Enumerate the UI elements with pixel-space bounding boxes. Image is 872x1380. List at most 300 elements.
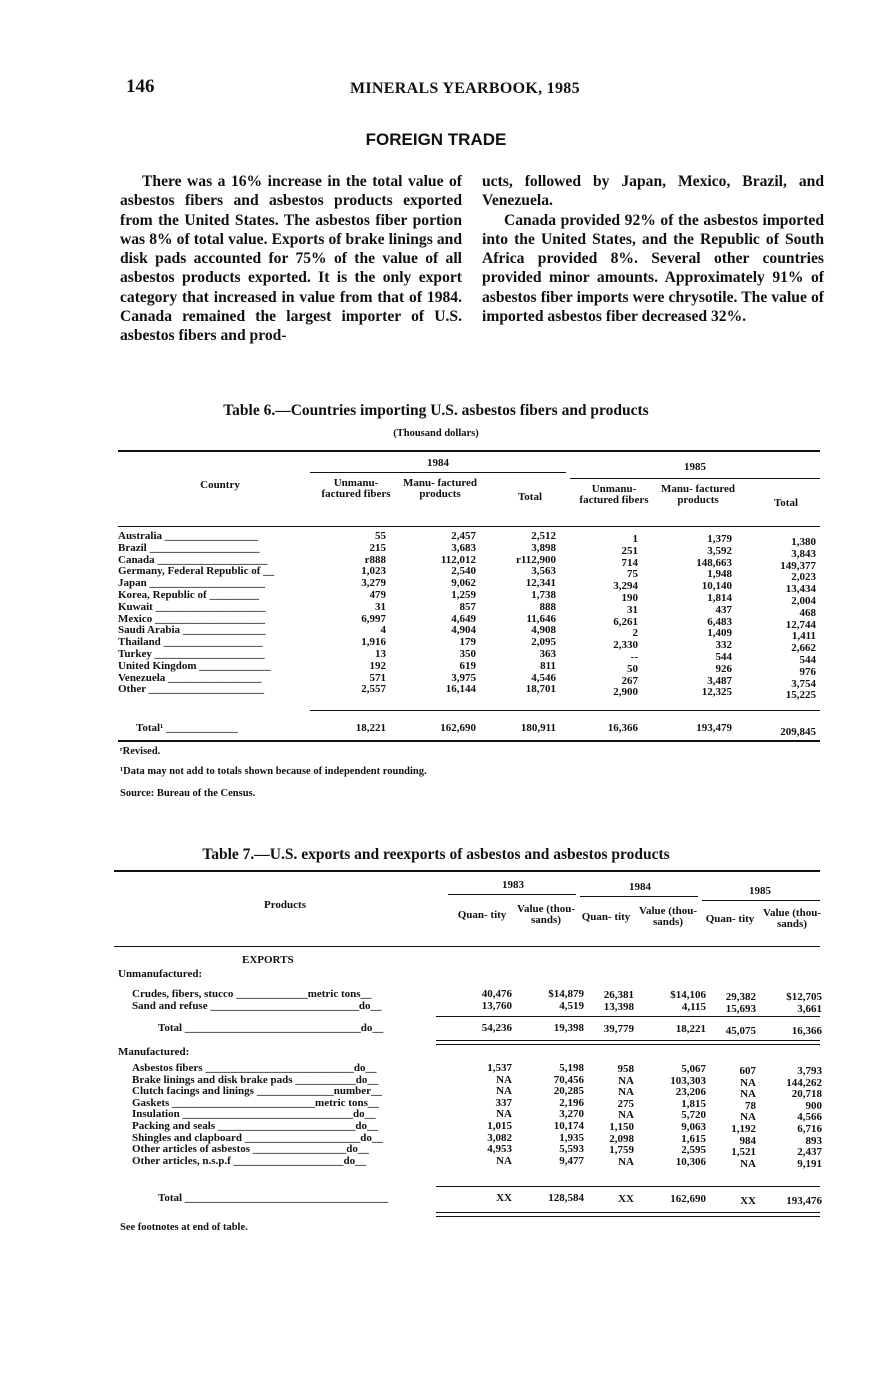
table6-year-1984: 1984	[427, 457, 449, 469]
table7-cell: NA	[740, 1158, 756, 1170]
table7-unit: do	[353, 1062, 366, 1074]
table7-product-name: Other articles of asbestos	[132, 1143, 251, 1155]
table7-row	[118, 1132, 822, 1147]
table7-title: Table 7.—U.S. exports and reexports of asbestos and asbestos products	[202, 846, 670, 863]
table7-total-rule	[436, 1186, 820, 1187]
table7-cell: 18,221	[675, 1023, 706, 1035]
table7-product-name: Total	[158, 1022, 183, 1034]
table7-footnote: See footnotes at end of table.	[120, 1222, 248, 1233]
table6-cell: 544	[715, 651, 732, 663]
table6-country-name: Saudi Arabia	[118, 624, 181, 637]
table6-country-name: Brazil	[118, 541, 147, 554]
table6-cell: 926	[715, 662, 732, 675]
table6-cell: 3,975	[451, 671, 476, 684]
table6-leader-dots: _________________	[162, 530, 259, 542]
table6-leader-dots: ____________________	[151, 648, 265, 660]
table6-cell: 6,261	[613, 615, 638, 628]
table7-cell: NA	[618, 1075, 634, 1087]
table6-country-name: Japan	[118, 577, 147, 590]
table7-cell: 1,537	[487, 1062, 512, 1074]
table7-cell: 4,115	[681, 1000, 706, 1013]
table7-cell: 20,285	[553, 1085, 584, 1097]
table6-country-cell	[118, 589, 259, 601]
table6-cell: 3,683	[451, 541, 476, 554]
table6-country-name: Germany, Federal Republic of	[118, 565, 261, 578]
table7-cell: 144,262	[786, 1077, 822, 1089]
table7-row	[118, 1062, 822, 1077]
table7-cell: 13,760	[481, 999, 512, 1012]
table6-country-cell	[118, 613, 265, 625]
table7-unit: do	[343, 1155, 356, 1167]
table7-cell: 275	[617, 1098, 634, 1110]
table7-cell: 5,198	[559, 1062, 584, 1074]
table7-cell: NA	[496, 1108, 512, 1120]
table7-cell: 1,150	[609, 1121, 634, 1133]
table6-country-name: Other	[118, 683, 146, 696]
table6-total-label: Total¹ _____________	[136, 722, 238, 734]
table7-col-quantity: Quan- tity	[457, 909, 507, 921]
table7-cell: 5,593	[559, 1143, 584, 1155]
table7-cell: 9,191	[797, 1158, 822, 1170]
table7-cell: 2,595	[681, 1144, 706, 1156]
table6-cell: 18,701	[525, 683, 556, 696]
table6-total-rule	[310, 710, 820, 711]
table7-unit: number	[333, 1085, 371, 1097]
table6-footnote-1: ¹Data may not add to totals shown because of independent rounding.	[120, 766, 427, 777]
table7-cell: 20,718	[791, 1088, 822, 1100]
table7-leader-dots: ___________________________	[207, 999, 359, 1012]
table7-exports-heading: EXPORTS	[242, 954, 294, 966]
table6-cell: 75	[627, 568, 638, 581]
table7-product-cell	[158, 1022, 383, 1034]
table6-cell: 15,225	[785, 689, 816, 702]
table7-cell: $14,879	[548, 988, 584, 1000]
table7-unit: do	[355, 1074, 368, 1086]
table7-leader-dots: __________________________	[169, 1097, 316, 1109]
table7-cell: 10,174	[553, 1120, 584, 1132]
table6-total-row	[118, 722, 820, 738]
table7-row	[118, 1097, 822, 1112]
table7-cell: 1,615	[681, 1133, 706, 1145]
table7-subtotal-double-rule	[436, 1044, 820, 1045]
table6-cell: 31	[627, 603, 638, 616]
table7-leader-dots: ____________________	[230, 1155, 344, 1167]
table6-cell: 3,294	[613, 580, 638, 593]
table6-col-manu-1985: Manu- factured products	[660, 483, 736, 506]
table6-col-unmanu-1984: Unmanu- factured fibers	[321, 477, 391, 500]
table7-product-name: Sand and refuse	[132, 999, 208, 1012]
table6-cell: 4,904	[451, 624, 476, 637]
table6-cell: 811	[540, 659, 556, 672]
table7-product-cell	[132, 1108, 376, 1120]
table6-country-header: Country	[200, 479, 240, 491]
table7-product-name: Insulation	[132, 1108, 180, 1120]
table6-cell: 332	[715, 639, 732, 652]
paragraph: There was a 16% increase in the total value of asbestos fibers and asbestos products exported from the United States. The asbestos fiber portion was 8% of total value. Exports of brake linings and disk pads accounted for 75% of the value of all asbestos products exported. It is the only export category that increased in value from that of 1984. Canada remained the largest importer of U.S. asbestos fibers and prod-	[120, 173, 462, 345]
table6-cell: 2,004	[791, 595, 816, 607]
table7-unit: do	[355, 1120, 368, 1132]
table6-cell: 1	[632, 533, 638, 545]
table6-country-name: Canada	[118, 553, 155, 566]
table7-product-name: Asbestos fibers	[132, 1062, 203, 1074]
table7-row	[118, 988, 822, 1003]
table6-country-cell	[118, 554, 267, 566]
table7-cell: 1,521	[731, 1146, 756, 1158]
table6-cell: 31	[375, 600, 386, 613]
table7-cell: 54,236	[481, 1022, 512, 1034]
table6-col-total-1985: Total	[773, 497, 799, 509]
table6-total-cell: 18,221	[355, 722, 386, 734]
table6-leader-dots: _________	[206, 589, 259, 601]
table7-cell: NA	[496, 1074, 512, 1086]
table6-cell: 1,814	[707, 592, 732, 604]
table7-col-value: Value (thou- sands)	[763, 907, 821, 930]
table7-leader-dots: _____________________________________	[182, 1192, 389, 1204]
table7-product-cell	[132, 1085, 382, 1097]
table7-cell: 2,196	[559, 1097, 584, 1109]
table6-cell: 619	[459, 659, 476, 672]
table6-leader-dots: _____________________	[146, 577, 265, 590]
table7-cell: 4,519	[559, 999, 584, 1012]
table7-leader-dots: ________________________________	[182, 1022, 361, 1034]
table6-cell: 4,546	[531, 671, 556, 684]
table6-cell: 215	[369, 541, 386, 554]
table6-country-cell	[118, 601, 266, 613]
table7-cell: 78	[745, 1100, 756, 1112]
table6-leader-dots: __	[260, 565, 275, 578]
table7-leader-dots: _____________________	[242, 1132, 361, 1144]
table6-cell: 3,279	[361, 577, 386, 590]
table6-row	[118, 683, 820, 702]
table6-cell: 16,144	[445, 683, 476, 696]
table6-cell: 13	[375, 648, 386, 660]
table7-cell: NA	[740, 1088, 756, 1100]
table6-cell: 2	[632, 627, 638, 640]
table7-leader-dots: _____________	[233, 988, 308, 1000]
table7-cell: 1,815	[681, 1098, 706, 1110]
table7-product-name: Total	[158, 1192, 183, 1204]
table6-cell: 3,592	[707, 544, 732, 557]
table7-leader-dots: __	[372, 1022, 384, 1034]
table6-cell: 1,916	[361, 636, 386, 649]
table7-cell: 5,067	[681, 1063, 706, 1075]
table7-cell: 6,716	[797, 1123, 822, 1135]
table7-cell: XX	[496, 1192, 512, 1204]
table7-cell: 162,690	[670, 1193, 706, 1205]
table7-cell: 193,476	[786, 1195, 822, 1207]
table6-country-cell	[118, 672, 262, 684]
table7-1984-rule	[580, 896, 698, 897]
table6-year-1985: 1985	[684, 461, 706, 473]
table7-cell: 128,584	[548, 1192, 584, 1204]
table7-leader-dots: __	[360, 988, 372, 1000]
table7-leader-dots: _________________________	[215, 1120, 356, 1132]
table7-product-name: Crudes, fibers, stucco	[132, 988, 234, 1000]
table6-leader-dots: ____________________	[152, 612, 265, 625]
table6-cell: 2,900	[613, 686, 638, 699]
table7-cell: 5,720	[681, 1109, 706, 1121]
table7-product-name: Gaskets	[132, 1097, 170, 1109]
table7-cell: NA	[618, 1086, 634, 1098]
table7-cell: 10,306	[675, 1156, 706, 1168]
table7-subtotal-rule	[436, 1016, 820, 1017]
table7-cell: 1,192	[731, 1123, 756, 1135]
table7-leader-dots: _________________	[250, 1143, 347, 1155]
table6-cell: 6,483	[707, 615, 732, 628]
table7-cell: 13,398	[603, 1000, 634, 1013]
table7-cell: NA	[496, 1085, 512, 1097]
table6-cell: 1,948	[707, 568, 732, 581]
table7-cell: 29,382	[725, 991, 756, 1003]
table7-product-cell	[132, 1120, 378, 1132]
table7-row	[118, 1155, 822, 1170]
table7-leader-dots: __	[371, 1132, 383, 1144]
table7-cell: 958	[617, 1063, 634, 1075]
table7-product-name: Clutch facings and linings	[132, 1085, 254, 1097]
table6-cell: 2,095	[531, 636, 556, 649]
table7-row	[118, 1074, 822, 1089]
table6-cell: 149,377	[780, 559, 816, 572]
table6-leader-dots: _____________	[196, 659, 271, 672]
table7-cell: 1,015	[487, 1120, 512, 1132]
table6-cell: 192	[369, 659, 386, 672]
table6-cell: 2,557	[361, 683, 386, 696]
table6-cell: 12,341	[525, 577, 556, 590]
table7-unit: metric tons	[315, 1097, 368, 1109]
table7-col-value: Value (thou- sands)	[517, 903, 575, 926]
table6-cell: 976	[799, 665, 816, 678]
table6-cell: 9,062	[451, 577, 476, 590]
table6-cell: 888	[539, 600, 556, 613]
table7-cell: 70,456	[553, 1074, 584, 1086]
body-column-left	[120, 172, 462, 346]
table6-bottom-rule	[118, 740, 820, 742]
table7-leader-dots: __	[357, 1143, 369, 1155]
table6-1985-rule	[570, 478, 820, 479]
table6-cell: 55	[375, 530, 386, 542]
table6-country-cell	[118, 636, 263, 648]
table7-product-name: Other articles, n.s.p.f	[132, 1155, 231, 1167]
section-title: FOREIGN TRADE	[365, 130, 507, 149]
table6-cell: 857	[459, 600, 476, 613]
table6-cell: 1,738	[531, 589, 556, 601]
table7-leader-dots: ___________	[292, 1074, 356, 1086]
table7-col-value: Value (thou- sands)	[639, 905, 697, 928]
table6-cell: 50	[627, 662, 638, 675]
table7-cell: 26,381	[603, 989, 634, 1001]
table6-title: Table 6.—Countries importing U.S. asbestos fibers and products	[223, 402, 649, 419]
table6-leader-dots: _____________________	[145, 683, 265, 696]
table7-cell: 4,566	[797, 1111, 822, 1123]
table6-leader-dots: _______________	[180, 624, 266, 637]
running-header: MINERALS YEARBOOK, 1985	[350, 80, 580, 97]
table7-cell: NA	[740, 1111, 756, 1123]
table7-total-double-rule	[436, 1212, 820, 1213]
table7-leader-dots: __	[367, 1097, 379, 1109]
table7-col-quantity: Quan- tity	[705, 913, 755, 925]
table7-year-1985: 1985	[749, 885, 771, 897]
table6-cell: 2,330	[613, 639, 638, 652]
table6-cell: 3,843	[791, 547, 816, 560]
table6-cell: 190	[621, 592, 638, 604]
table6-header-rule	[118, 526, 820, 527]
table6-cell: r112,900	[515, 553, 556, 566]
table6-country-cell	[118, 648, 265, 660]
table7-cell: 9,477	[559, 1155, 584, 1167]
table7-1985-rule	[702, 900, 820, 901]
table6-cell: 468	[799, 606, 816, 619]
table7-1983-rule	[448, 894, 576, 895]
table7-top-rule	[114, 870, 820, 872]
table7-leader-dots: __	[367, 1120, 379, 1132]
table6-cell: 571	[369, 671, 386, 684]
table6-cell: 1,259	[451, 589, 476, 601]
table7-cell: XX	[618, 1193, 634, 1205]
table6-country-cell	[118, 683, 264, 695]
table6-cell: --	[630, 651, 638, 663]
table7-cell: 893	[805, 1135, 822, 1147]
table7-manufactured-heading: Manufactured:	[118, 1046, 190, 1058]
table7-cell: 3,661	[797, 1002, 822, 1015]
table7-product-cell	[132, 1143, 369, 1155]
table6-country-name: Korea, Republic of	[118, 589, 207, 601]
table7-cell: 1,935	[559, 1132, 584, 1144]
table6-cell: 3,754	[791, 677, 816, 690]
table7-unit: do	[360, 1132, 372, 1144]
table7-row	[118, 999, 822, 1015]
table7-cell: $14,106	[670, 989, 706, 1001]
table6-cell: 479	[369, 589, 386, 601]
table6-total-cell: 193,479	[696, 722, 732, 734]
table7-total-row	[118, 1022, 822, 1037]
table7-cell: 607	[739, 1065, 756, 1077]
table7-cell: XX	[740, 1195, 756, 1207]
table6-cell: 350	[459, 648, 476, 660]
table7-unit: do	[358, 999, 371, 1012]
table7-product-name: Packing and seals	[132, 1120, 216, 1132]
table7-cell: NA	[618, 1109, 634, 1121]
table6-leader-dots: _________________	[165, 671, 262, 684]
table7-cell: $12,705	[786, 991, 822, 1003]
table6-country-cell	[118, 530, 258, 542]
table6-col-unmanu-1985: Unmanu- factured fibers	[579, 483, 649, 506]
table7-cell: 337	[495, 1097, 512, 1109]
table6-total-cell: 16,366	[607, 722, 638, 734]
table7-subtotal-double-rule	[436, 1040, 820, 1041]
table7-cell: 45,075	[725, 1025, 756, 1037]
table7-cell: 40,476	[481, 988, 512, 1000]
table6-cell: 2,023	[791, 571, 816, 584]
table6-cell: 544	[799, 654, 816, 666]
table6-cell: 2,540	[451, 565, 476, 578]
table6-cell: 2,512	[531, 530, 556, 542]
table6-cell: 4	[380, 624, 386, 637]
table7-cell: 2,437	[797, 1146, 822, 1158]
table7-leader-dots: __	[365, 1062, 377, 1074]
table7-total-row	[118, 1192, 822, 1207]
body-column-right	[482, 172, 824, 326]
table7-cell: 16,366	[791, 1025, 822, 1037]
table6-country-cell	[118, 565, 274, 577]
table6-cell: 1,411	[791, 630, 816, 643]
table6-1984-rule	[310, 472, 566, 473]
table6-cell: 3,563	[531, 565, 556, 578]
table7-unit: do	[352, 1108, 365, 1120]
table7-cell: NA	[496, 1155, 512, 1167]
table7-year-1983: 1983	[502, 879, 524, 891]
table7-product-name: Shingles and clapboard	[132, 1132, 243, 1144]
table7-cell: 1,759	[609, 1144, 634, 1156]
table6-country-name: Mexico	[118, 612, 153, 625]
table6-cell: 714	[621, 556, 638, 569]
table7-leader-dots: ___________________________	[202, 1062, 354, 1074]
table6-cell: 1,023	[361, 565, 386, 578]
table7-products-header: Products	[264, 899, 306, 911]
paragraph: ucts, followed by Japan, Mexico, Brazil, and Venezuela.	[482, 173, 824, 210]
table6-cell: r888	[364, 553, 386, 566]
table7-cell: 103,303	[670, 1075, 706, 1087]
table6-cell: 251	[621, 544, 638, 557]
table6-cell: 11,646	[526, 612, 556, 625]
table7-cell: 9,063	[681, 1121, 706, 1133]
table7-cell: 4,953	[487, 1143, 512, 1155]
table7-cell: 900	[805, 1100, 822, 1112]
table6-cell: 10,140	[701, 580, 732, 593]
table6-country-name: Kuwait	[118, 600, 153, 613]
table7-row	[118, 1108, 822, 1123]
table7-product-cell	[132, 1000, 381, 1012]
table6-cell: 4,908	[531, 624, 556, 637]
table7-cell: 3,082	[487, 1132, 512, 1144]
table6-country-name: Thailand	[118, 636, 161, 649]
table6-col-manu-1984: Manu- factured products	[402, 477, 478, 500]
table6-cell: 6,997	[361, 612, 386, 625]
table6-country-cell	[118, 542, 259, 554]
table7-leader-dots: _______________________________	[179, 1108, 353, 1120]
table6-subtitle: (Thousand dollars)	[393, 428, 479, 439]
table7-unit: metric tons	[307, 988, 361, 1000]
table6-cell: 112,012	[440, 553, 476, 566]
table7-cell: 3,270	[559, 1108, 584, 1120]
table6-leader-dots: ____________________	[154, 553, 268, 566]
table6-col-total-1984: Total	[517, 491, 543, 503]
table6-cell: 2,457	[451, 530, 476, 542]
table7-cell: 15,693	[725, 1002, 756, 1015]
table6-country-cell	[118, 660, 271, 672]
table7-cell: NA	[740, 1077, 756, 1089]
table7-unit: do	[346, 1143, 358, 1155]
table7-cell: 39,779	[603, 1023, 634, 1035]
table6-leader-dots: ____________________	[146, 541, 260, 554]
table7-cell: 984	[739, 1135, 756, 1147]
table6-country-name: Venezuela	[118, 671, 166, 684]
table7-product-cell	[132, 1155, 366, 1167]
table6-cell: 437	[715, 603, 732, 616]
table6-country-cell	[118, 577, 265, 589]
table6-total-cell: 209,845	[780, 726, 816, 738]
table7-cell: NA	[618, 1156, 634, 1168]
table7-cell: 3,793	[797, 1065, 822, 1077]
table6-leader-dots: __________________	[160, 636, 263, 649]
table6-cell: 363	[539, 648, 556, 660]
table7-leader-dots: __	[370, 1085, 382, 1097]
table7-col-quantity: Quan- tity	[581, 911, 631, 923]
table7-year-1984: 1984	[629, 881, 651, 893]
table6-total-cell: 180,911	[520, 722, 556, 734]
table7-leader-dots: __	[355, 1155, 367, 1167]
table7-row	[118, 1143, 822, 1158]
table6-leader-dots: ____________________	[152, 600, 266, 613]
